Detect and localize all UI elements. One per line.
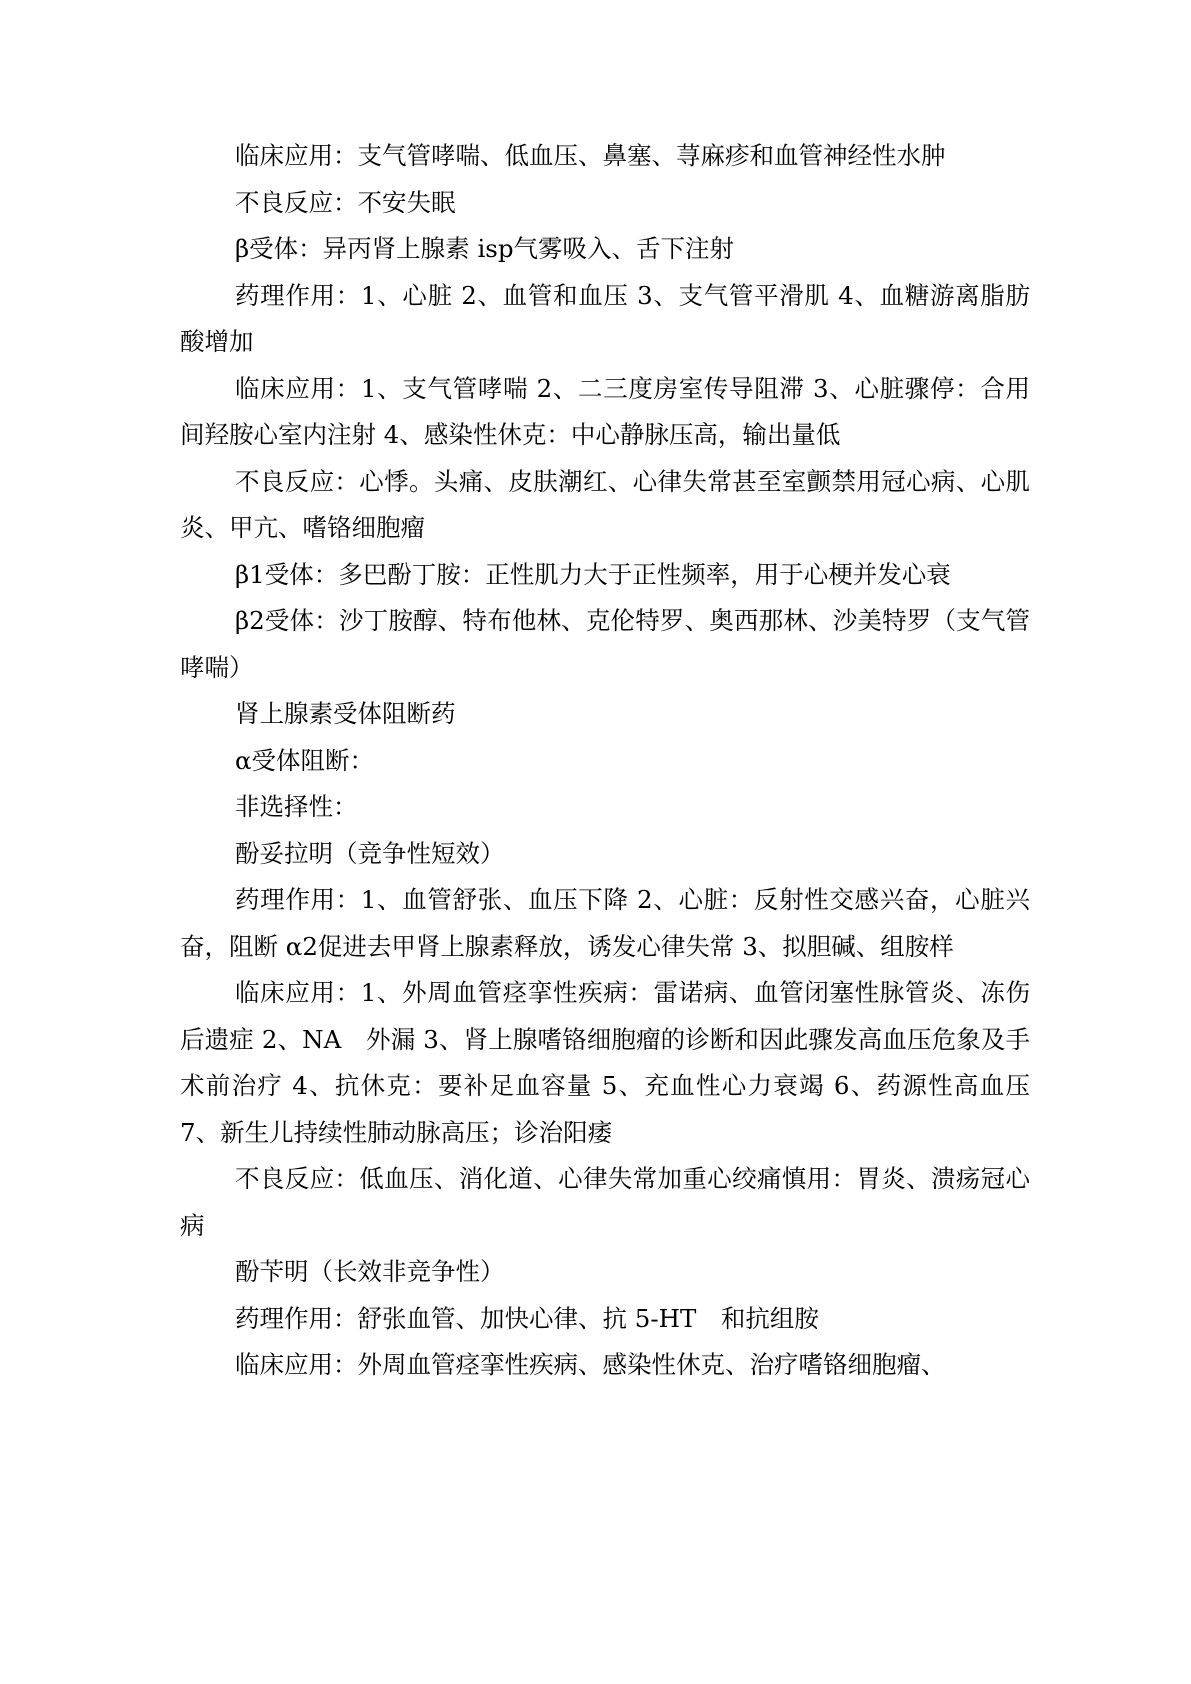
paragraph: β2受体：沙丁胺醇、特布他林、克伦特罗、奥西那林、沙美特罗（支气管哮喘） <box>180 606 1030 682</box>
paragraph: 不良反应：心悸。头痛、皮肤潮红、心律失常甚至室颤禁用冠心病、心肌炎、甲亢、嗜铬细胞瘤 <box>180 466 1030 542</box>
paragraph: β1受体：多巴酚丁胺：正性肌力大于正性频率，用于心梗并发心衰 <box>235 559 951 589</box>
paragraph: 酚妥拉明（竞争性短效） <box>235 838 505 868</box>
paragraph: 药理作用：舒张血管、加快心律、抗 5-HT 和抗组胺 <box>235 1303 819 1333</box>
paragraph: 不良反应：不安失眠 <box>235 187 456 217</box>
paragraph: 临床应用：支气管哮喘、低血压、鼻塞、荨麻疹和血管神经性水肿 <box>235 141 946 170</box>
paragraph: 临床应用：1、外周血管痉挛性疾病：雷诺病、血管闭塞性脉管炎、冻伤后遗症 2、NA 外漏 3、肾上腺嗜铬细胞瘤的诊断和因此骤发高血压危象及手术前治疗 4、抗休克：要补足血容量 5、充血性心力衰竭 6、药源性高血压 7、新生儿持续性肺动脉高压；诊治阳痿 <box>180 978 1030 1147</box>
paragraph: 不良反应：低血压、消化道、心律失常加重心绞痛慎用：胃炎、溃疡冠心病 <box>180 1164 1030 1240</box>
paragraph: 临床应用：1、支气管哮喘 2、二三度房室传导阻滞 3、心脏骤停：合用间羟胺心室内注射 4、感染性休克：中心静脉压高，输出量低 <box>180 373 1030 449</box>
paragraph: 药理作用：1、血管舒张、血压下降 2、心脏：反射性交感兴奋，心脏兴奋，阻断 α2促进去甲肾上腺素释放，诱发心律失常 3、拟胆碱、组胺样 <box>180 885 1030 961</box>
paragraph: β受体：异丙肾上腺素 isp气雾吸入、舌下注射 <box>235 234 735 263</box>
paragraph: α受体阻断： <box>235 745 375 775</box>
paragraph: 药理作用：1、心脏 2、血管和血压 3、支气管平滑肌 4、血糖游离脂肪酸增加 <box>180 280 1030 356</box>
paragraph: 临床应用：外周血管痉挛性疾病、感染性休克、治疗嗜铬细胞瘤、 <box>235 1350 946 1379</box>
document-body <box>180 133 1030 1389</box>
paragraph: 肾上腺素受体阻断药 <box>235 699 456 728</box>
paragraph: 酚苄明（长效非竞争性） <box>235 1257 505 1286</box>
paragraph: 非选择性： <box>235 792 358 821</box>
